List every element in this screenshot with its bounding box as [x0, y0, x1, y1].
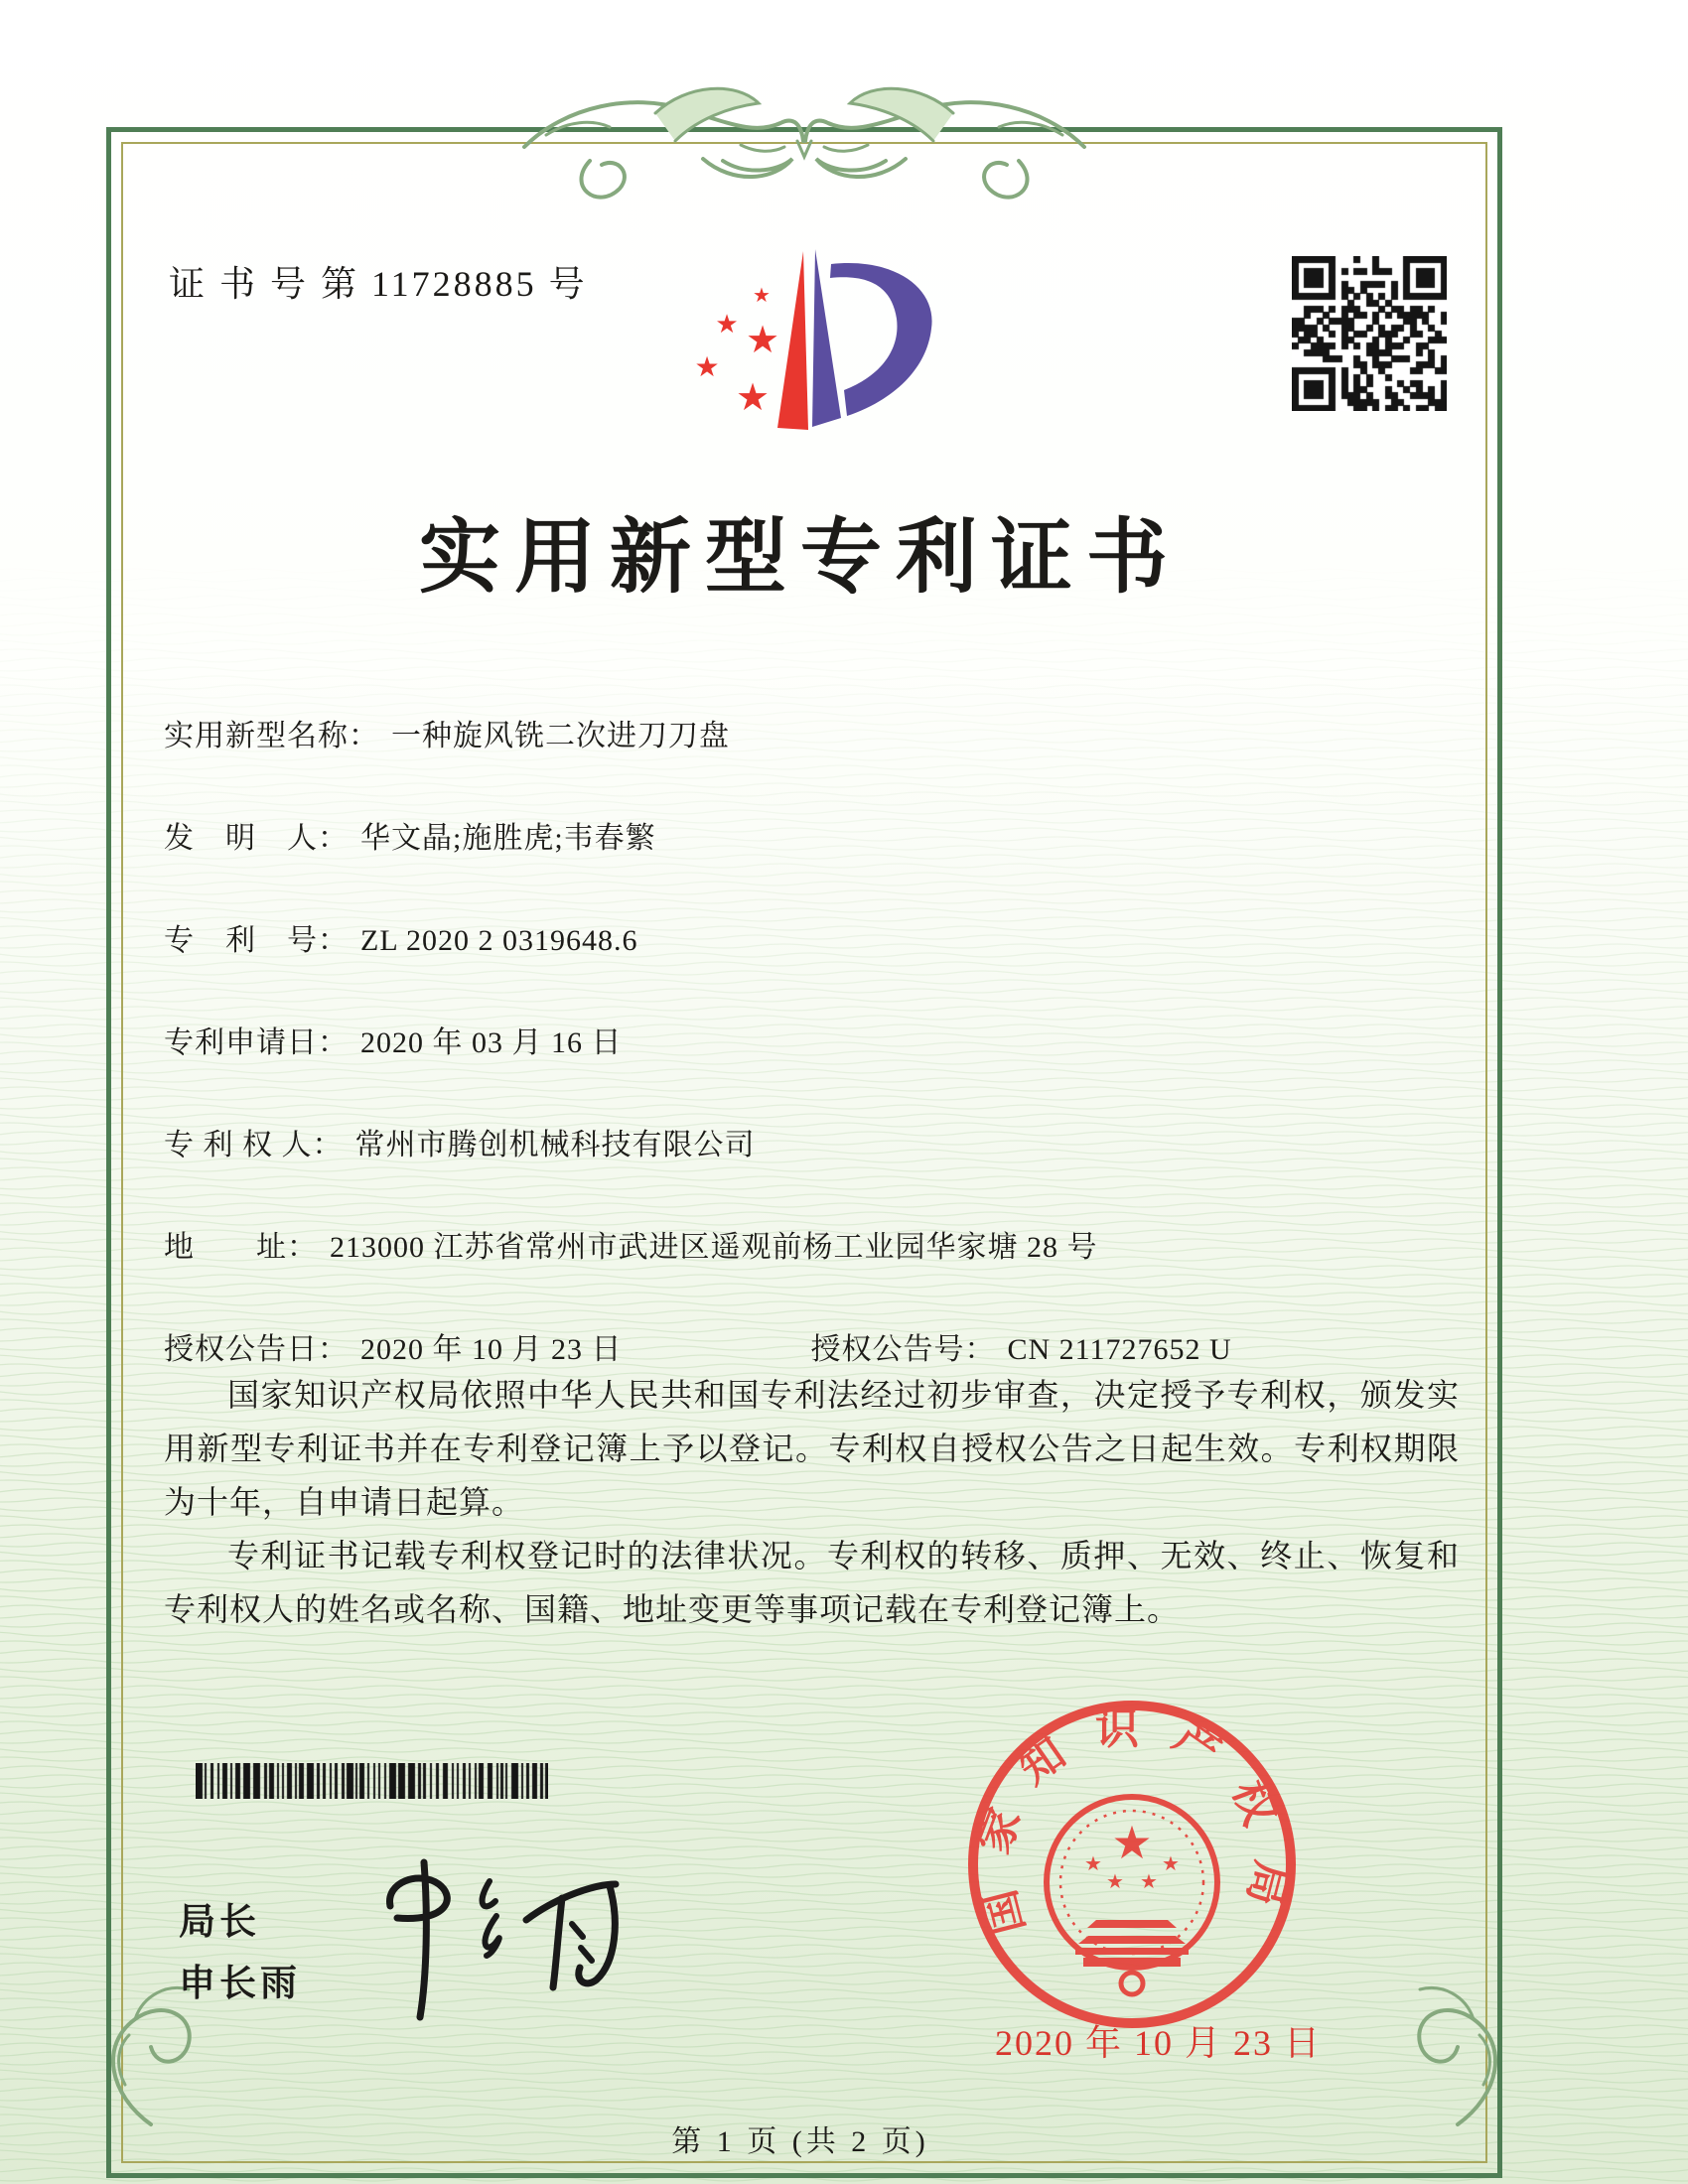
legal-paragraph-2: 专利证书记载专利权登记时的法律状况。专利权的转移、质押、无效、终止、恢复和专利权人的姓名或名称、国籍、地址变更等事项记载在专利登记簿上。: [164, 1538, 1460, 1627]
field-value: 2020 年 10 月 23 日: [360, 1333, 623, 1366]
logo-star-icon: ★: [735, 377, 771, 419]
emblem-star-icon: ★: [1084, 1853, 1102, 1875]
field-label: 专利申请日：: [164, 1026, 349, 1059]
logo-p-bowl: [830, 263, 932, 416]
field-value: CN 211727652 U: [1007, 1333, 1232, 1366]
field-value: 常州市腾创机械科技有限公司: [354, 1129, 756, 1161]
field-value: 2020 年 03 月 16 日: [360, 1026, 623, 1059]
logo-star-icon: ★: [745, 320, 780, 361]
field-label: 授权公告号：: [810, 1333, 996, 1366]
field-label: 专 利 号：: [164, 924, 349, 957]
field-label: 地 址：: [164, 1231, 318, 1264]
certificate-fields: [164, 685, 1494, 1401]
field-value: 一种旋风铣二次进刀刀盘: [391, 720, 730, 752]
director-name: 申长雨: [179, 1963, 301, 2003]
field-filing-date: [164, 992, 1494, 1094]
field-value: 213000 江苏省常州市武进区遥观前杨工业园华家塘 28 号: [330, 1231, 1098, 1264]
logo-star-icon: ★: [694, 352, 720, 383]
cnipa-logo: [685, 241, 943, 445]
emblem-star-icon: ★: [1162, 1853, 1180, 1875]
certificate-title: 实用新型专利证书: [418, 512, 1182, 603]
field-value: 华文晶;施胜虎;韦春繁: [360, 822, 656, 855]
handwritten-signature: [357, 1805, 774, 2043]
certificate-number: 证 书 号 第 11728885 号: [169, 264, 588, 304]
field-utility-model-name: [164, 685, 1494, 787]
logo-star-icon: ★: [753, 285, 771, 307]
barcode: [196, 1763, 548, 1799]
qr-code: [1292, 256, 1447, 411]
field-address: [164, 1196, 1494, 1298]
emblem-star-icon: ★: [1106, 1871, 1124, 1893]
field-label: 实用新型名称：: [164, 720, 379, 752]
seal-arc-text: 国家知识产权局: [967, 1704, 1297, 1940]
emblem-star-icon: ★: [1111, 1818, 1153, 1868]
legal-paragraph-1: 国家知识产权局依照中华人民共和国专利法经过初步审查，决定授予专利权，颁发实用新型专利证书并在专利登记簿上予以登记。专利权自授权公告之日起生效。专利权期限为十年，自申请日起算。: [164, 1377, 1460, 1520]
field-value: ZL 2020 2 0319648.6: [360, 924, 638, 957]
director-block: [179, 1891, 301, 2014]
director-title: 局长: [179, 1901, 260, 1942]
seal-date: 2020 年 10 月 23 日: [995, 2023, 1323, 2063]
logo-star-icon: ★: [715, 310, 739, 339]
logo-red-wedge: [777, 251, 808, 430]
legal-body-text: [164, 1368, 1460, 1636]
page-footer: 第 1 页 (共 2 页): [671, 2125, 929, 2158]
field-patent-number: [164, 889, 1494, 992]
field-label: 发 明 人：: [164, 822, 349, 855]
field-label: 授权公告日：: [164, 1333, 349, 1366]
field-label: 专 利 权 人：: [164, 1129, 344, 1161]
emblem-star-icon: ★: [1140, 1871, 1158, 1893]
seal-national-emblem: [1047, 1797, 1217, 1994]
field-patentee: [164, 1094, 1494, 1196]
field-inventors: [164, 787, 1494, 889]
